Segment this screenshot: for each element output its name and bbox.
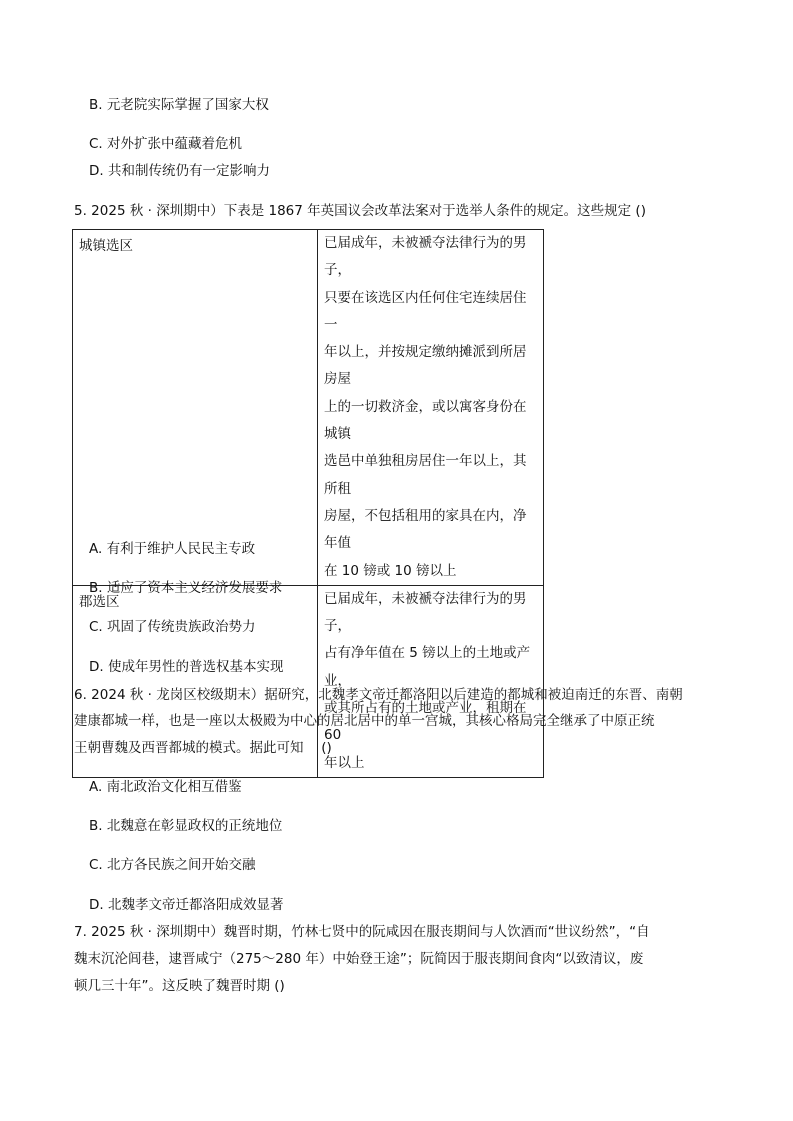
q4-option-c: C. 对外扩张中蕴藏着危机 [89, 136, 243, 152]
condition-line: 在 10 镑或 10 镑以上 [324, 562, 457, 579]
district-label-borough: 城镇选区 [73, 230, 318, 586]
condition-line: 上的一切救济金，或以寓客身份在城镇 [324, 398, 527, 443]
q6-option-b: B. 北魏意在彰显政权的正统地位 [89, 818, 283, 834]
condition-line: 已届成年，未被褫夺法律行为的男子， [324, 590, 527, 635]
q6-stem-line-2: 建康都城一样，也是一座以太极殿为中心的居北居中的单一宫城，其核心格局完全继承了中原正统 [74, 713, 655, 729]
district-label-county: 郡选区 [73, 585, 318, 777]
table-row [73, 230, 544, 586]
q6-option-d: D. 北魏孝文帝迁都洛阳成效显著 [89, 897, 284, 913]
q6-option-a: A. 南北政治文化相互借鉴 [89, 779, 242, 795]
q5-stem: 5. 2025 秋 · 深圳期中）下表是 1867 年英国议会改革法案对于选举人条件的规定。这些规定 () [74, 203, 646, 219]
condition-line: 选邑中单独租房居住一年以上，其所租 [324, 453, 527, 497]
condition-line: 房屋，不包括租用的家具在内，净年值 [324, 507, 527, 552]
q6-stem-line-3: 王朝曹魏及西晋都城的模式。据此可知 () [74, 740, 332, 756]
q6-stem-line-1: 6. 2024 秋 · 龙岗区校级期末）据研究，北魏孝文帝迁都洛阳以后建造的都城和被迫南迁的东晋、南朝 [74, 687, 683, 703]
q6-option-c: C. 北方各民族之间开始交融 [89, 857, 256, 873]
q7-stem-line-2: 魏末沉沦闾巷，逮晋咸宁（275～280 年）中始登王途”；阮简因于服丧期间食肉“以致清议，废 [74, 951, 644, 967]
q7-stem-line-3: 顿几三十年”。这反映了魏晋时期 () [74, 978, 285, 994]
q4-option-d: D. 共和制传统仍有一定影响力 [89, 163, 270, 179]
q5-option-a: A. 有利于维护人民民主专政 [89, 541, 256, 557]
q5-option-d: D. 使成年男性的普选权基本实现 [89, 659, 284, 675]
condition-line: 已届成年，未被褫夺法律行为的男子， [324, 235, 527, 279]
q5-option-c: C. 巩固了传统贵族政治势力 [89, 619, 256, 635]
condition-line: 占有净年值在 5 镑以上的土地或产业， [324, 645, 531, 689]
district-conditions-county [318, 585, 544, 777]
q4-option-b: B. 元老院实际掌握了国家大权 [89, 97, 269, 113]
q5-option-b: B. 适应了资本主义经济发展要求 [89, 580, 283, 596]
q7-stem-line-1: 7. 2025 秋 · 深圳期中）魏晋时期，竹林七贤中的阮咸因在服丧期间与人饮酒而“世议纷然”，“自 [74, 924, 650, 940]
condition-line: 或其所占有的土地或产业，租期在 60 [324, 700, 527, 744]
condition-line: 年以上 [324, 754, 365, 771]
condition-line: 年以上，并按规定缴纳摊派到所居房屋 [324, 344, 527, 388]
district-conditions-borough [318, 230, 544, 586]
condition-line: 只要在该选区内任何住宅连续居住一 [324, 289, 527, 333]
